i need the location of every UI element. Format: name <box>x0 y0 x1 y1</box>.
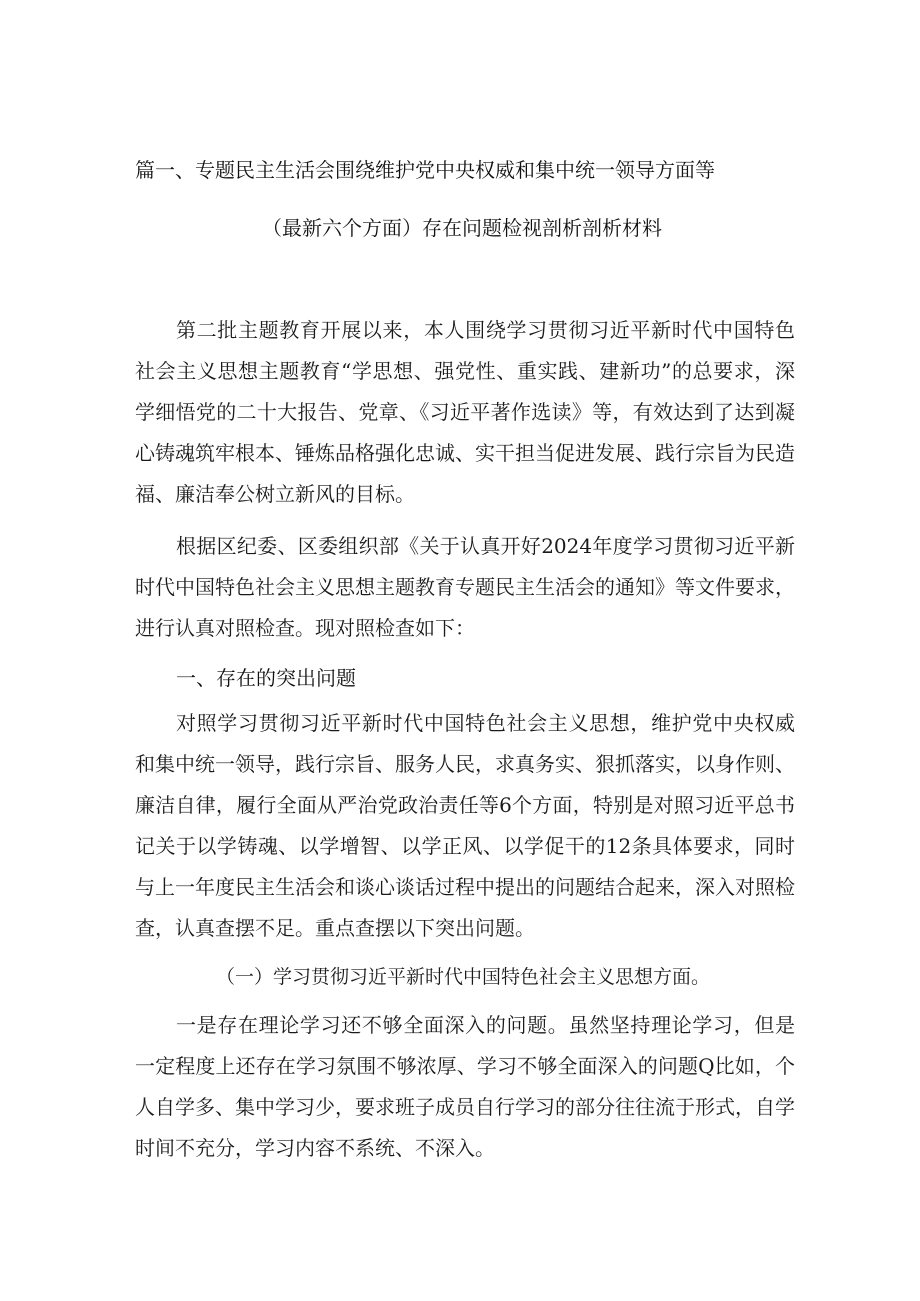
paragraph-4-line: 一是存在理论学习还不够全面深入的问题。虽然坚持理论学习，但是 <box>176 1013 795 1037</box>
paragraph-3-line: 对照学习贯彻习近平新时代中国特色社会主义思想，维护党中央权威 <box>176 711 795 735</box>
paragraph-1-line: 社会主义思想主题教育“学思想、强党性、重实践、建新功”的总要求，深 <box>135 359 795 383</box>
paragraph-2-line: 根据区纪委、区委组织部《关于认真开好2024年度学习贯彻习近平新 <box>176 534 795 558</box>
document-title-line-1: 篇一、专题民主生活会围绕维护党中央权威和集中统一领导方面等 <box>135 158 715 182</box>
paragraph-1-line: 福、廉洁奉公树立新风的目标。 <box>135 482 415 506</box>
paragraph-2-line: 进行认真对照检查。现对照检查如下： <box>135 616 475 640</box>
paragraph-3-line: 查，认真查摆不足。重点查摆以下突出问题。 <box>135 916 535 940</box>
paragraph-4-line: 人自学多、集中学习少，要求班子成员自行学习的部分往往流于形式，自学 <box>135 1095 795 1119</box>
sub-heading: （一）学习贯彻习近平新时代中国特色社会主义思想方面。 <box>216 966 711 988</box>
paragraph-3-line: 记关于以学铸魂、以学增智、以学正风、以学促干的12条具体要求，同时 <box>135 834 795 858</box>
section-heading: 一、存在的突出问题 <box>176 666 356 690</box>
paragraph-1-line: 学细悟党的二十大报告、党章、《习近平著作选读》等，有效达到了达到凝 <box>135 400 795 424</box>
document-title-line-2: （最新六个方面）存在问题检视剖析剖析材料 <box>262 216 662 240</box>
paragraph-2-line: 时代中国特色社会主义思想主题教育专题民主生活会的通知》等文件要求， <box>135 575 795 599</box>
paragraph-3-line: 与上一年度民主生活会和谈心谈话过程中提出的问题结合起来，深入对照检 <box>135 875 795 899</box>
paragraph-4-line: 一定程度上还存在学习氛围不够浓厚、学习不够全面深入的问题Q比如，个 <box>135 1054 795 1078</box>
paragraph-3-line: 廉洁自律，履行全面从严治党政治责任等6个方面，特别是对照习近平总书 <box>135 793 795 817</box>
paragraph-1-line: 心铸魂筑牢根本、锤炼品格强化忠诚、实干担当促进发展、践行宗旨为民造 <box>135 441 795 465</box>
paragraph-3-line: 和集中统一领导，践行宗旨、服务人民，求真务实、狠抓落实，以身作则、 <box>135 752 795 776</box>
paragraph-1-line: 第二批主题教育开展以来，本人围绕学习贯彻习近平新时代中国特色 <box>176 318 795 342</box>
paragraph-4-line: 时间不充分，学习内容不系统、不深入。 <box>135 1136 495 1160</box>
